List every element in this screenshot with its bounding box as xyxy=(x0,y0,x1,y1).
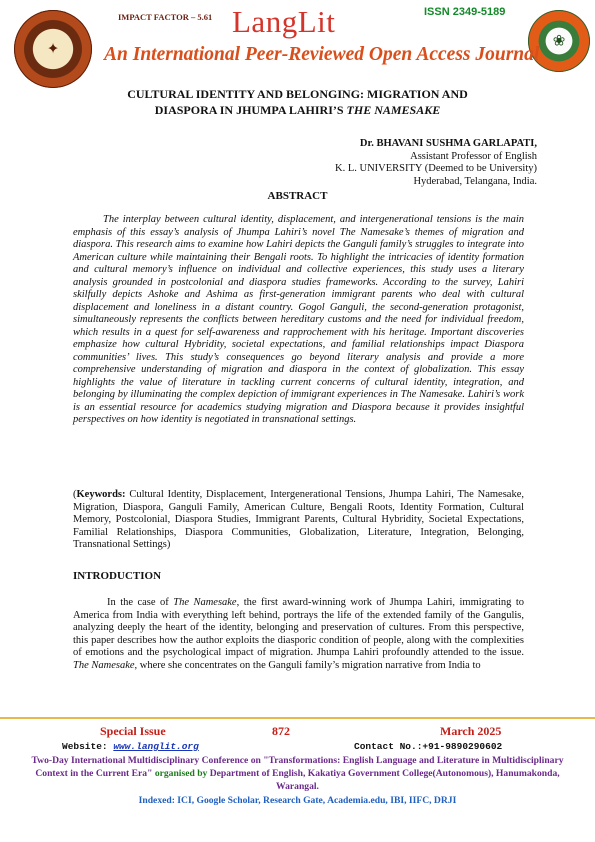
keywords xyxy=(73,489,524,552)
introduction-paragraph xyxy=(73,597,524,672)
special-issue-label: Special Issue xyxy=(100,724,166,738)
intro-book-name-1: The Namesake xyxy=(173,597,237,608)
conference-note xyxy=(20,755,575,793)
conference-organiser: Department of English, Kakatiya Government College(Autonomous), Hanumakonda, Warangal. xyxy=(209,767,560,792)
article-title xyxy=(40,86,555,118)
author-org: K. L. UNIVERSITY (Deemed to be University) xyxy=(335,163,537,175)
intro-text-b: , the first award-winning work of Jhumpa Lahiri, immigrating to America from India with everything left behind, portrays the life of the extended family of the Gangulis, analyzing deeply the heart of the identity, belonging and preservation of cultures. From this perspective, this paper describes how the author exploits the diasporic condition of people, along with the complexities of emotions and the psychological impact of migration. Jhumpa Lahiri profoundly attended to the issue. xyxy=(73,597,525,658)
website-link[interactable]: www.langlit.org xyxy=(113,741,199,752)
keywords-open: ( xyxy=(73,489,77,500)
indexing-info: Indexed: ICI, Google Scholar, Research Gate, Academia.edu, IBI, IIFC, DRJI xyxy=(138,795,457,806)
journal-brand: LangLit xyxy=(232,4,336,39)
contact-number: Contact No.:+91-9890290602 xyxy=(354,741,503,752)
footer-rule xyxy=(0,717,595,719)
author-place: Hyderabad, Telangana, India. xyxy=(413,175,537,187)
introduction-heading: INTRODUCTION xyxy=(73,570,162,582)
title-line-2 xyxy=(40,102,555,118)
abstract-heading: ABSTRACT xyxy=(267,190,328,202)
langlit-journal-seal-icon: ✦ xyxy=(14,10,92,88)
title-line-1: CULTURAL IDENTITY AND BELONGING: MIGRATION AND xyxy=(127,87,468,101)
author-name: Dr. BHAVANI SUSHMA GARLAPATI, xyxy=(359,138,537,149)
website xyxy=(62,741,199,752)
title-book-name: THE NAMESAKE xyxy=(346,103,441,117)
keywords-label: Keywords: xyxy=(76,489,126,500)
website-label: Website: xyxy=(62,741,114,752)
title-line-2-text: DIASPORA IN JHUMPA LAHIRI’S xyxy=(154,103,347,117)
impact-factor: IMPACT FACTOR – 5.61 xyxy=(118,12,213,22)
issn: ISSN 2349-5189 xyxy=(424,6,506,18)
issue-date: March 2025 xyxy=(440,724,502,738)
intro-book-name-2: The Namesake xyxy=(73,659,135,671)
author-role: Assistant Professor of English xyxy=(410,150,537,162)
abstract-text: The interplay between cultural identity, displacement, and intergenerational tensions is the main emphasis of this essay’s analysis of Jhumpa Lahiri’s novel The Namesake’s themes of migration and diaspora. This research aims to examine how Lahiri depicts the Ganguli family’s struggles to integrate into American culture while maintaining their Bengali roots. To highlight the intricacies of identity formation and cultural memory’s influence on individual and collective experiences, this study uses a literary analysis grounded in postcolonial and diaspora studies frameworks. According to the survey, Lahiri skilfully depicts Ashoke and Ashima as first-generation immigrant parents who deal with cultural displacement and loneliness in a distant country. Gogol Ganguli, the second-generation protagonist, simultaneously represents the conflicts between hereditary customs and the need for individual freedom, which results in a quest for self-awareness and rapprochement with his heritage. Important discoveries emphasize how cultural Hybridity, societal expectations, and familial relationships impact Diaspora communities’ lives. This study’s consequences go beyond literary analysis and provide a more comprehensive understanding of migration and diaspora in the context of globalization. This essay highlights the value of literature in tackling current concerns of cultural identity, integration, and belonging by illuminating the complex depiction of immigrant experiences in The Namesake. Lahiri’s work is an essential resource for academics studying migration and Diaspora because it provides insightful perspectives on how identity is negotiated in transnational settings. xyxy=(73,214,524,425)
conference-title: Two-Day International Multidisciplinary Conference on "Transformations: English Language and Literature in Multidisciplinary Context in the Current Era" xyxy=(31,755,564,779)
intro-text-c: , where she concentrates on the Ganguli family’s migration narrative from India to xyxy=(134,659,481,671)
intro-text-a: In the case of xyxy=(107,597,174,608)
page-number: 872 xyxy=(272,724,290,738)
conference-organised-by: organised by xyxy=(154,767,210,779)
author-block xyxy=(335,138,537,188)
journal-tagline: An International Peer-Reviewed Open Access Journal xyxy=(104,44,540,65)
kakatiya-government-college-seal-icon: ❀ xyxy=(528,10,590,72)
keywords-text: Cultural Identity, Displacement, Intergenerational Tensions, Jhumpa Lahiri, The Namesake, Migration, Diaspora, Ganguli Family, American Culture, Bengali Roots, Identity Formation, Cultural Memory, Postcolonial, Diaspora Studies, Immigrant Parents, Cultural Hybridity, Societal Expectations, Familial Relationships, Diaspora Communities, Globalization, Literature, Integration, Belonging, Transnational Settings) xyxy=(73,489,524,550)
